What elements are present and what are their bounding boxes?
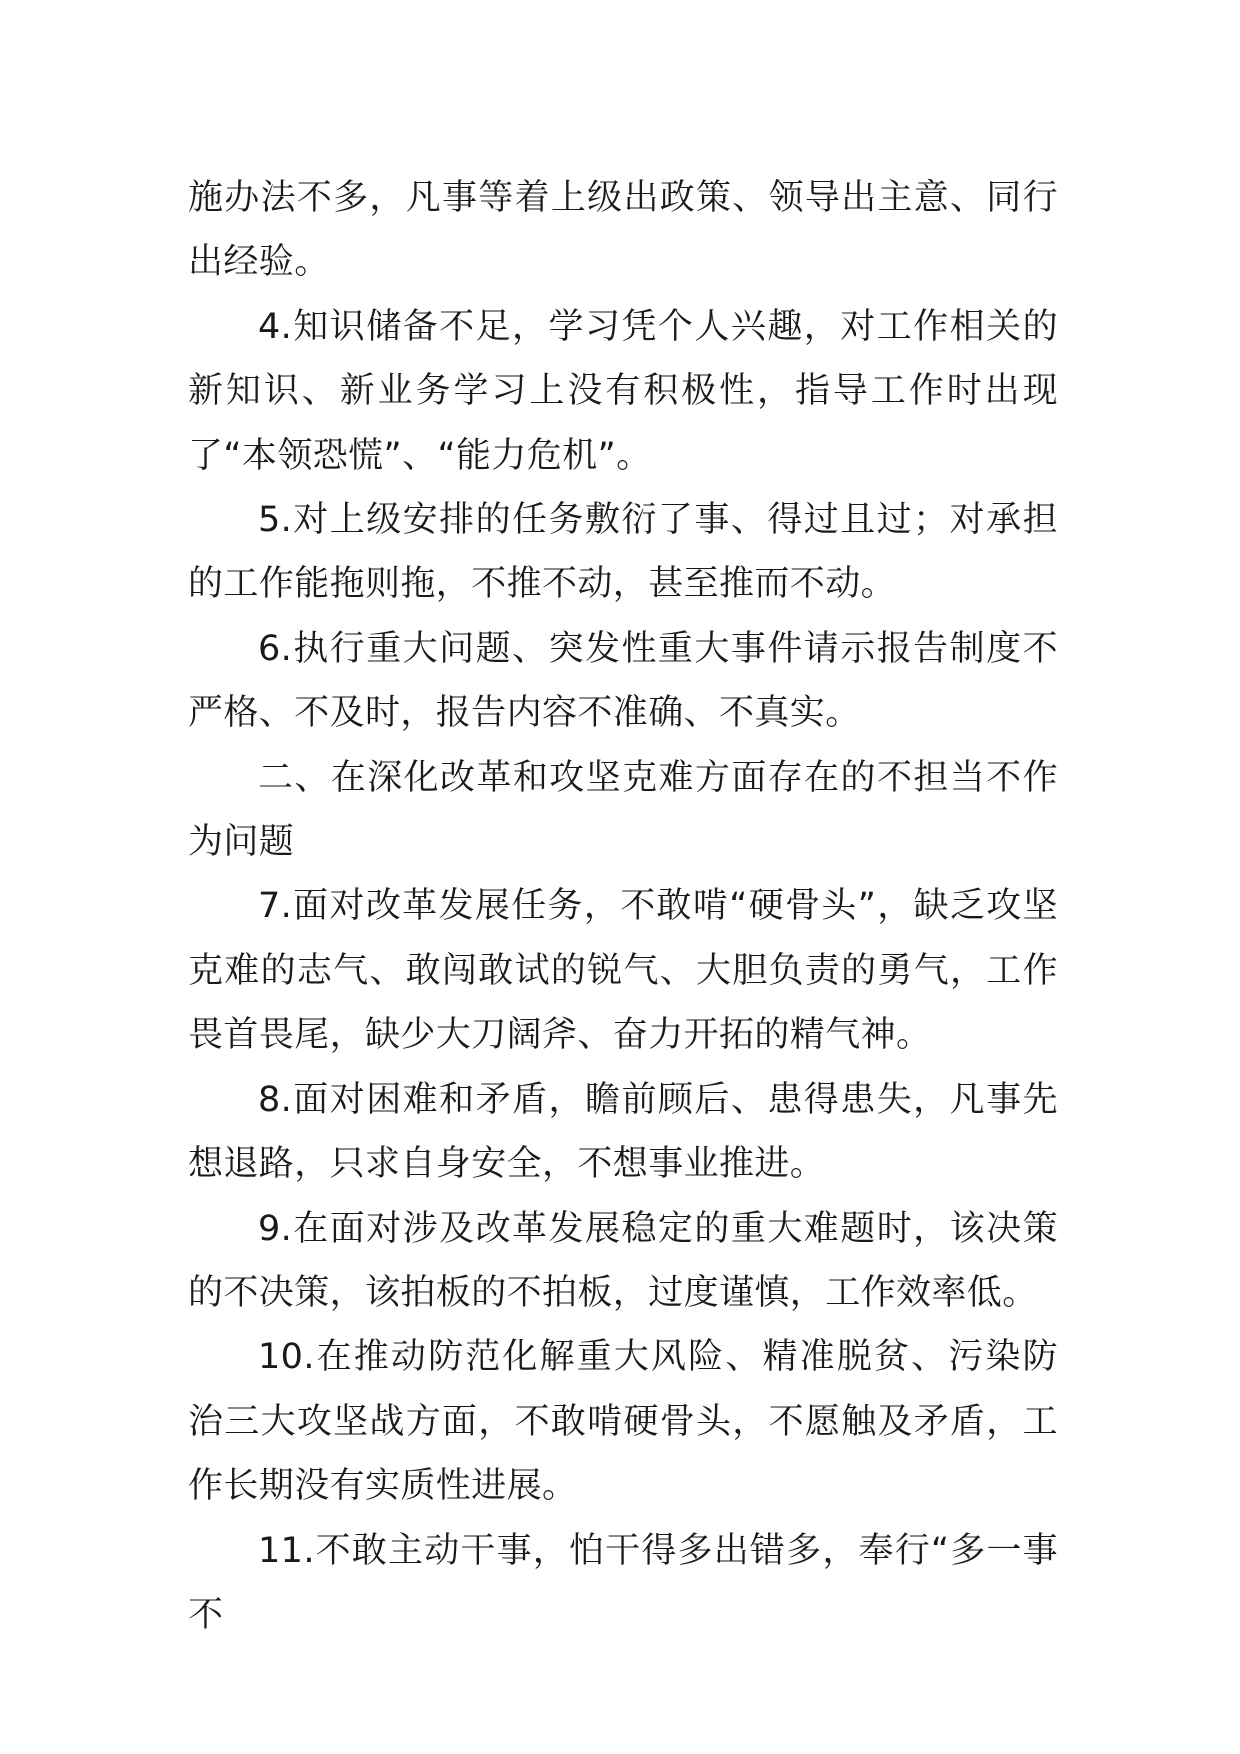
paragraph-item-6: 6.执行重大问题、突发性重大事件请示报告制度不严格、不及时，报告内容不准确、不真实。 [188,628,1058,734]
paragraph-item-7: 7.面对改革发展任务，不敢啃“硬骨头”，缺乏攻坚克难的志气、敢闯敢试的锐气、大胆负责的勇气，工作畏首畏尾，缺少大刀阔斧、奋力开拓的精气神。 [188,886,1058,1056]
paragraph-item-10: 10.在推动防范化解重大风险、精准脱贫、污染防治三大攻坚战方面，不敢啃硬骨头，不愿触及矛盾，工作长期没有实质性进展。 [188,1337,1058,1507]
paragraph-item-4: 4.知识储备不足，学习凭个人兴趣，对工作相关的新知识、新业务学习上没有积极性，指导工作时出现了“本领恐慌”、“能力危机”。 [188,306,1058,476]
paragraph-continuation: 施办法不多，凡事等着上级出政策、领导出主意、同行出经验。 [188,178,1058,283]
document-body [188,166,1058,1647]
paragraph-item-8: 8.面对困难和矛盾，瞻前顾后、患得患失，凡事先想退路，只求自身安全，不想事业推进。 [188,1079,1058,1185]
paragraph-item-5: 5.对上级安排的任务敷衍了事、得过且过；对承担的工作能拖则拖，不推不动，甚至推而不动。 [188,500,1058,605]
paragraph-item-11: 11.不敢主动干事，怕干得多出错多，奉行“多一事不 [188,1530,1058,1635]
paragraph-item-9: 9.在面对涉及改革发展稳定的重大难题时，该决策的不决策，该拍板的不拍板，过度谨慎，工作效率低。 [188,1208,1058,1313]
section-heading-2: 二、在深化改革和攻坚克难方面存在的不担当不作为问题 [188,757,1058,863]
